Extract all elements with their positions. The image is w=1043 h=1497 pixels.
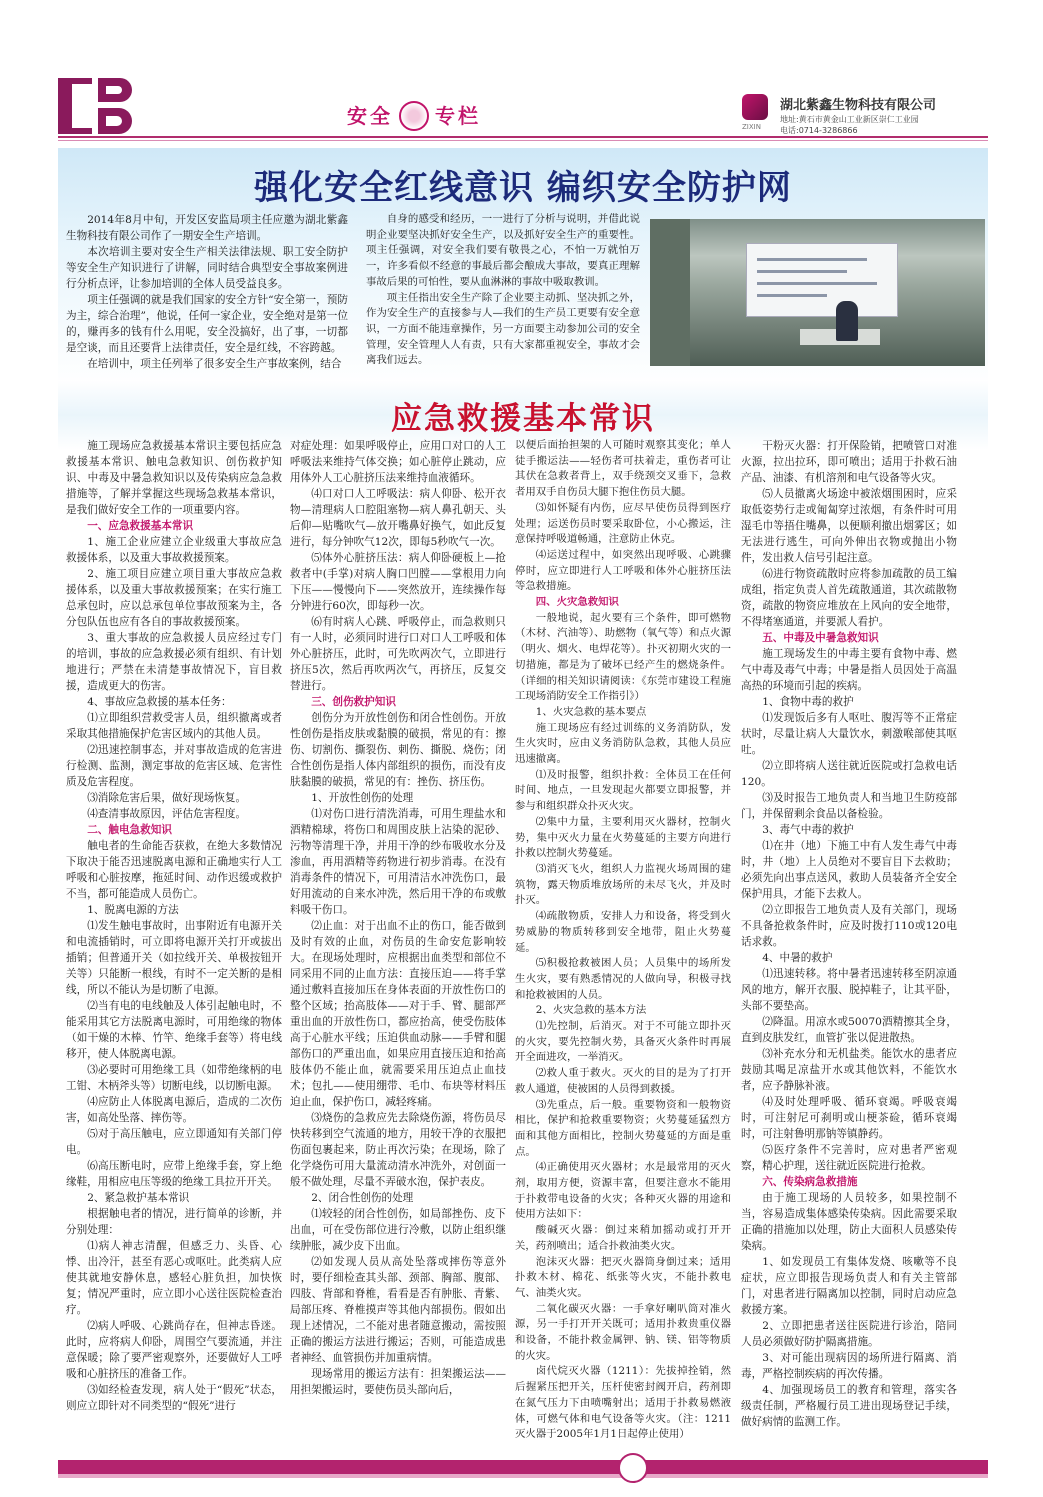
paragraph: ⑵病人呼吸、心跳尚存在，但神志昏迷。此时，应将病人仰卧，周围空气要流通，并注意保暖；除了要严密观察外，还要做好人工呼吸和心脏挤压的准备工作。 bbox=[66, 1320, 282, 1380]
paragraph: 2、紧急救护基本常识 bbox=[87, 1192, 190, 1204]
paragraph: ⑹进行物资疏散时应将参加疏散的员工编成组，指定负责人首先疏散通道，其次疏散物资，疏散的物资应堆放在上风向的安全地带，不得堵塞通道，并要派人看护。 bbox=[741, 568, 957, 628]
paragraph: 本次培训主要对安全生产相关法律法规、职工安全防护等安全生产知识进行了讲解，同时结合典型安全事故案例进行分析点评，让参加培训的全体人员受益良多。 bbox=[66, 246, 348, 290]
company-logo-text: ZIXIN bbox=[742, 123, 761, 131]
article1-column-1 bbox=[66, 212, 348, 372]
article2-title: 应急救援基本常识 bbox=[391, 401, 655, 437]
paragraph: 根据触电者的情况，进行简单的诊断，并分别处理： bbox=[66, 1208, 282, 1236]
paragraph: 一般地说，起火要有三个条件，即可燃物（木材、汽油等）、助燃物（氧气等）和点火源（明火、烟火、电焊花等）。扑灭初期火灾的一切措施，都是为了破坏已经产生的燃烧条件。（详细的相关知识请阅读：《东莞市建设工程施工现场消防安全工作指引》） bbox=[515, 611, 731, 703]
paragraph: ⑶必要时可用绝缘工具（如带绝缘柄的电工钳、木柄斧头等）切断电线，以切断电源。 bbox=[66, 1064, 282, 1092]
article2-column-3 bbox=[515, 438, 731, 1443]
paragraph: 2、闭合性创伤的处理 bbox=[311, 1192, 414, 1204]
paragraph: 2、立即把患者送往医院进行诊治，陪同人员必须做好防护隔离措施。 bbox=[741, 1320, 957, 1348]
page-number-glyph bbox=[58, 78, 132, 134]
article1-title: 强化安全红线意识 编织安全防护网 bbox=[254, 168, 792, 208]
paragraph: ⑵降温。用凉水或50070酒精擦其全身，直到皮肤发红，血管扩张以促进散热。 bbox=[741, 1016, 957, 1044]
paragraph: ⑵立即报告工地负责人及有关部门，现场不具备抢救条件时，应及时拨打110或120电话求救。 bbox=[741, 904, 957, 948]
paragraph: ⑸积极抢救被困人员；人员集中的场所发生火灾，要有熟悉情况的人做向导，积极寻找和抢救被困的人员。 bbox=[515, 957, 731, 1001]
section-heading: 二、触电急救知识 bbox=[87, 824, 172, 836]
paragraph: ⑴对伤口进行清洗消毒，可用生理盐水和酒精棉球，将伤口和周围皮肤上沾染的泥砂、污物等清理干净，并用干净的纱布吸收水分及渗血，再用酒精等药物进行初步消毒。在没有消毒条件的情况下，可用清洁水冲洗伤口，最好用流动的自来水冲洗，然后用干净的布或敷料吸干伤口。 bbox=[290, 808, 506, 916]
paragraph: 1、如发现员工有集体发烧、咳嗽等不良症状，应立即报告现场负责人和有关主管部门，对患者进行隔离加以控制，同时启动应急救援方案。 bbox=[741, 1256, 957, 1316]
paragraph: ⑶烧伤的急救应先去除烧伤源，将伤员尽快转移到空气流通的地方，用较干净的衣服把伤面包裹起来，防止再次污染；在现场，除了化学烧伤可用大量流动清水冲洗外，对创面一般不做处理，尽量不弄破水泡，保护表皮。 bbox=[290, 1112, 506, 1188]
paragraph: ⑶消除危害后果，做好现场恢复。 bbox=[87, 792, 247, 804]
paragraph: ⑴发现饭后多有人呕吐、腹泻等不正常症状时，尽量让病人大量饮水，刺激喉部使其呕吐。 bbox=[741, 712, 957, 756]
paragraph: ⑸体外心脏挤压法：病人仰卧硬板上—抢救者中(手掌)对病人胸口凹膛——掌根用力向下压——慢慢向下——突然放开，连续操作每分钟进行60次，即每秒一次。 bbox=[290, 552, 506, 612]
paragraph: 二氧化碳灭火器：一手拿好喇叭筒对准火源，另一手打开开关既可；适用扑救贵重仪器和设备，不能扑救金属钾、钠、镁、铝等物质的火灾。 bbox=[515, 1302, 731, 1362]
paragraph: 1、食物中毒的救护 bbox=[762, 696, 854, 708]
paragraph: 施工现场应急救援基本常识主要包括应急救援基本常识、触电急救知识、创伤救护知识、中毒及中暑急救知识以及传染病应急急救措施等，了解并掌握这些现场急救基本常识，是我们做好安全工作的一项重要内容。 bbox=[66, 440, 282, 516]
paragraph: ⑵立即将病人送往就近医院或打急救电话120。 bbox=[741, 760, 957, 788]
training-photo bbox=[650, 219, 985, 366]
paragraph: ⑶补充水分和无机盐类。能饮水的患者应鼓励其喝足凉盐开水或其他饮料，不能饮水者，应予静脉补液。 bbox=[741, 1048, 957, 1092]
paragraph: ⑷运送过程中，如突然出现呼吸、心跳骤停时，应立即进行人工呼吸和体外心脏挤压法等急救措施。 bbox=[515, 548, 731, 593]
speaker-figure bbox=[836, 301, 858, 341]
paragraph: ⑹高压断电时，应带上绝缘手套，穿上绝缘鞋，用相应电压等级的绝缘工具拉开开关。 bbox=[66, 1160, 282, 1188]
paragraph: ⑵如发现人员从高处坠落或摔伤等意外时，要仔细检查其头部、颈部、胸部、腹部、四肢、背部和脊椎，看看是否有肿胀、青紫、局部压疼、脊椎摸声等其他内部损伤。假如出现上述情况，二不能对患者随意搬动，需按照正确的搬运方法进行搬运；否则，可能造成患者神经、血管损伤并加重病情。 bbox=[290, 1256, 506, 1364]
paragraph: 1、火灾急救的基本要点 bbox=[535, 705, 647, 718]
paragraph: ⑴在井（地）下施工中有人发生毒气中毒时，井（地）上人员绝对不要盲目下去救助；必须先向出事点送风，救助人员装备齐全安全保护用具，才能下去救人。 bbox=[741, 840, 957, 900]
paragraph: ⑵集中力量，主要利用灭火器材，控制火势，集中灭火力量在火势蔓延的主要方向进行扑救以控制火势蔓延。 bbox=[515, 815, 731, 860]
company-phone: 电话:0714-3286866 bbox=[780, 126, 858, 135]
paragraph: 由于施工现场的人员较多，如果控制不当，容易造成集体感染传染病。因此需要采取正确的措施加以处理，防止大面积人员感染传染病。 bbox=[741, 1192, 957, 1252]
paragraph: ⑴病人神志清醒，但感乏力、头昏、心悸、出冷汗，甚至有恶心或呕吐。此类病人应使其就地安静休息，感轻心脏负担，加快恢复；情况严重时，应立即小心送往医院检查治疗。 bbox=[66, 1240, 282, 1316]
paragraph: 3、毒气中毒的救护 bbox=[762, 824, 854, 836]
paragraph: 触电者的生命能否获救，在绝大多数情况下取决于能否迅速脱离电源和正确地实行人工呼吸和心脏按摩，拖延时间、动作迟缓或救护不当，都可能造成人员伤亡。 bbox=[66, 840, 282, 900]
company-name: 湖北紫鑫生物科技有限公司 bbox=[780, 98, 937, 113]
paragraph: ⑵止血：对于出血不止的伤口，能否做到及时有效的止血，对伤员的生命安危影响较大。在现场处理时，应根据出血类型和部位不同采用不同的止血方法：直接压迫——将手掌通过敷料直接加压在身体表面的开放性伤口的整个区域；抬高肢体——对于手、臂、腿部严重出血的开放性伤口，都应抬高，使受伤肢体高于心脏水平线；压迫供血动脉——手臂和腿部伤口的严重出血，如果应用直接压迫和抬高肢体仍不能止血，就需要采用压迫点止血技术；包扎——使用绷带、毛巾、布块等材料压迫止血，保护伤口，减轻疼痛。 bbox=[290, 920, 506, 1108]
paragraph: 施工现场发生的中毒主要有食物中毒、燃气中毒及毒气中毒；中暑是指人员因处于高温高热的环境而引起的疾病。 bbox=[741, 648, 957, 692]
paragraph: 酸碱灭火器：倒过来稍加摇动或打开开关，药剂喷出；适合扑救油类火灾。 bbox=[515, 1224, 731, 1252]
paragraph: ⑹有时病人心跳、呼吸停止，而急救则只有一人时，必须同时进行口对口人工呼吸和体外心脏挤压，此时，可先吹两次气，立即进行挤压5次，然后再吹两次气，再挤压，反复交替进行。 bbox=[290, 616, 506, 692]
paragraph: 1、施工企业应建立企业级重大事故应急救援体系，以及重大事故救援预案。 bbox=[66, 536, 282, 564]
header-rule-thin bbox=[58, 140, 988, 141]
paragraph: ⑷疏散物质，安排人力和设备，将受到火势威胁的物质转移到安全地带，阻止火势蔓延。 bbox=[515, 910, 731, 954]
paragraph: 泡沫灭火器：把灭火器筒身倒过来；适用扑救木材、棉花、纸张等火灾，不能扑救电气、油类火灾。 bbox=[515, 1255, 731, 1299]
paragraph: ⑸医疗条件不完善时，应对患者严密观察，精心护理，送往就近医院进行抢救。 bbox=[741, 1144, 957, 1172]
paragraph: 对症处理：如果呼吸停止，应用口对口的人工呼吸法来维持气体交换；如心脏停止跳动，应用体外人工心脏挤压法来维持血液循环。 bbox=[290, 440, 506, 484]
footer-bar-light bbox=[58, 1474, 988, 1478]
paragraph: 以便后面抬担架的人可随时观察其变化；单人徒手搬运法——轻伤者可扶着走，重伤者可让其伏在急救者背上，双手绕颈交叉垂下，急救者用双手自伤员大腿下抱住伤员大腿。 bbox=[515, 439, 731, 499]
paragraph: ⑶及时报告工地负责人和当地卫生防疫部门，并保留剩余食品以备检验。 bbox=[741, 792, 957, 820]
company-logo bbox=[742, 94, 768, 120]
paragraph: ⑴及时报警，组织扑救：全体员工在任何时间、地点，一旦发现起火都要立即报警，并参与和组织群众扑灭火灾。 bbox=[515, 768, 731, 813]
column-title: 安全 专栏 bbox=[347, 100, 481, 133]
paragraph: 4、事故应急救援的基本任务： bbox=[87, 696, 232, 708]
paragraph: 1、脱离电源的方法 bbox=[87, 904, 179, 916]
paragraph: 4、中暑的救护 bbox=[762, 952, 833, 964]
paragraph: 2、施工项目应建立项目重大事故应急救援体系，以及重大事故救援预案；在实行施工总承包时，应以总承包单位事故预案为主，各分包队伍也应有各自的事故救援预案。 bbox=[66, 568, 282, 628]
paragraph: 现场常用的搬运方法有：担架搬运法——用担架搬运时，要使伤员头部向后， bbox=[290, 1368, 506, 1396]
paragraph: 在培训中，项主任列举了很多安全生产事故案例，结合 bbox=[87, 358, 342, 370]
paragraph: 2、火灾急救的基本方法 bbox=[535, 1004, 647, 1017]
paragraph: ⑷正确使用灭火器材；水是最常用的灭火剂，取用方便，资源丰富，但要注意水不能用于扑救带电设备的火灾；各种灭火器的用途和使用方法如下： bbox=[515, 1161, 731, 1221]
paragraph: ⑵救人重于救火。灭火的目的是为了打开救人通道，使被困的人员得到救援。 bbox=[515, 1067, 731, 1095]
paragraph: ⑶如经检查发现，病人处于“假死”状态，则应立即针对不同类型的“假死”进行 bbox=[66, 1384, 282, 1412]
article2-column-4 bbox=[741, 438, 957, 1430]
paragraph: ⑵迅速控制事态，并对事故造成的危害进行检测、监测，测定事故的危害区域、危害性质及危害程度。 bbox=[66, 744, 282, 788]
paragraph: 3、重大事故的应急救援人员应经过专门的培训，事故的应急救援必须有组织、有计划地进行；严禁在未清楚事故情况下，盲目救援，造成更大的伤害。 bbox=[66, 632, 282, 692]
paragraph: ⑷及时处理呼吸、循环衰竭。呼吸衰竭时，可注射尼可刹明或山梗茶硷，循环衰竭时，可注射鲁明那钠等镇静药。 bbox=[741, 1096, 957, 1140]
company-address: 地址:黄石市黄金山工业新区崇仁工业园 bbox=[780, 115, 919, 124]
paragraph: ⑴发生触电事故时，出事附近有电源开关和电流插销时，可立即将电源开关打开或拔出插销；但普通开关（如拉线开关、单极按钮开关等）只能断一根线，有时不一定关断的是相线，所以不能认为是切断了电源。 bbox=[66, 920, 282, 996]
emblem-icon bbox=[399, 101, 429, 131]
paragraph: 干粉灭火器：打开保险销，把喷管口对准火源，拉出拉环，即可喷出；适用于扑救石油产品、油漆、有机溶剂和电气设备等火灾。 bbox=[741, 440, 957, 484]
section-heading: 六、传染病急救措施 bbox=[762, 1176, 858, 1188]
paragraph: 项主任指出安全生产除了企业要主动抓、坚决抓之外，作为安全生产的直接参与人—我们的生产员工更要有安全意识，一方面不能违章操作，另一方面要主动参加公司的安全管理，安全管理人人有责，只有大家都重视安全，事故才会离我们远去。 bbox=[366, 291, 640, 367]
paragraph: ⑴先控制，后消灭。对于不可能立即扑灭的火灾，要先控制火势，具备灭火条件时再展开全面进攻，一举消灭。 bbox=[515, 1020, 731, 1064]
paragraph: ⑶消灭飞火，组织人力监视火场周围的建筑物，露天物质堆放场所的未尽飞火，并及时扑灭。 bbox=[515, 862, 731, 907]
paragraph: 卤代烷灭火器（1211）：先拔掉拴销，然后握紧压把开关，压杆使密封阀开启，药剂即在氮气压力下由喷嘴射出；适用于扑救易燃液体，可燃气体和电气设备等火灾。（注：1211灭火器于2005年1月1日起停止使用） bbox=[515, 1365, 731, 1441]
paragraph: 3、对可能出现病因的场所进行隔离、消毒，严格控制疾病的再次传播。 bbox=[741, 1352, 957, 1380]
section-heading: 三、创伤救护知识 bbox=[311, 696, 396, 708]
paragraph: ⑷口对口人工呼吸法：病人仰卧、松开衣物—清理病人口腔阻塞物—病人鼻孔朝天、头后仰—贴嘴吹气—放开嘴鼻好换气，如此反复进行，每分钟吹气12次，即每5秒吹气一次。 bbox=[290, 488, 506, 548]
paragraph: 自身的感受和经历，一一进行了分析与说明，并借此说明企业要坚决抓好安全生产，以及抓好安全生产的重要性。项主任强调，对安全我们要有敬畏之心，不怕一万就怕万一，许多看似不经意的事最后都会酿成大事故，要真正理解事故后果的可怕性，要从血淋淋的事故中吸取教训。 bbox=[366, 213, 640, 288]
section-heading: 五、中毒及中暑急救知识 bbox=[762, 632, 879, 644]
paragraph: ⑵当有电的电线触及人体引起触电时，不能采用其它方法脱离电源时，可用绝缘的物体（如干燥的木棒、竹竿、绝缘手套等）将电线移开，使人体脱离电源。 bbox=[66, 1000, 282, 1060]
paragraph: ⑸人员撤离火场途中被浓烟围困时，应采取低姿势行走或匍匐穿过浓烟，有条件时可用湿毛巾等捂住嘴鼻，以便顺利撤出烟雾区；如无法进行逃生，可向外伸出衣物或抛出小物件，发出救人信号引起注意。 bbox=[741, 488, 957, 564]
paragraph: ⑶如怀疑有内伤，应尽早使伤员得到医疗处理；运送伤员时要采取卧位，小心搬运，注意保持呼吸道畅通，注意防止休克。 bbox=[515, 501, 731, 546]
header-rule bbox=[58, 136, 988, 138]
footer-ornament-icon bbox=[618, 1453, 648, 1483]
article2-column-2 bbox=[290, 438, 506, 1398]
paragraph: ⑸对于高压触电，应立即通知有关部门停电。 bbox=[66, 1128, 282, 1156]
section-heading: 四、火灾急救知识 bbox=[535, 596, 619, 609]
paragraph: 4、加强现场员工的教育和管理，落实各级责任制，严格履行员工进出现场登记手续，做好病情的监测工作。 bbox=[741, 1384, 957, 1428]
paragraph: 施工现场应有经过训练的义务消防队，发生火灾时，应由义务消防队急救，其他人员应迅速撤离。 bbox=[515, 721, 731, 766]
footer-bar bbox=[58, 1460, 988, 1474]
paragraph: ⑴立即组织营救受害人员，组织撤离或者采取其他措施保护危害区域内的其他人员。 bbox=[66, 712, 282, 740]
paragraph: 项主任强调的就是我们国家的安全方针“安全第一，预防为主，综合治理”，他说，任何一家企业，安全绝对是第一位的，赚再多的钱有什么用呢，安全没搞好，出了事，一切都是空谈，而且还要背上法律责任，安全是红线，不容跨越。 bbox=[66, 294, 348, 354]
section-heading: 一、应急救援基本常识 bbox=[87, 520, 194, 532]
article1-column-2 bbox=[366, 212, 640, 369]
paragraph: 2014年8月中旬，开发区安监局项主任应邀为湖北紫鑫生物科技有限公司作了一期安全生产培训。 bbox=[66, 214, 348, 242]
paragraph: ⑷查清事故原因，评估危害程度。 bbox=[87, 808, 247, 820]
paragraph: ⑷应防止人体脱离电源后，造成的二次伤害，如高处坠落、摔伤等。 bbox=[66, 1096, 282, 1124]
paragraph: 1、开放性创伤的处理 bbox=[311, 792, 414, 804]
paragraph: 创伤分为开放性创伤和闭合性创伤。开放性创伤是指皮肤或黏膜的破损，常见的有：擦伤、切割伤、撕裂伤、刺伤、撕脱、烧伤；闭合性创伤是指人体内部组织的损伤，而没有皮肤黏膜的破损，常见的有：挫伤、挤压伤。 bbox=[290, 712, 506, 788]
article2-column-1 bbox=[66, 438, 282, 1414]
paragraph: ⑴较轻的闭合性创伤，如局部挫伤、皮下出血，可在受伤部位进行冷敷，以防止组织继续肿胀，减少皮下出血。 bbox=[290, 1208, 506, 1252]
paragraph: ⑴迅速转移。将中暑者迅速转移至阴凉通风的地方，解开衣服、脱掉鞋子，让其平卧，头部不要垫高。 bbox=[741, 968, 957, 1012]
paragraph: ⑶先重点，后一般。重要物资和一般物资相比，保护和抢救重要物资；火势蔓延猛烈方面和其他方面相比，控制火势蔓延的方面是重点。 bbox=[515, 1098, 731, 1158]
